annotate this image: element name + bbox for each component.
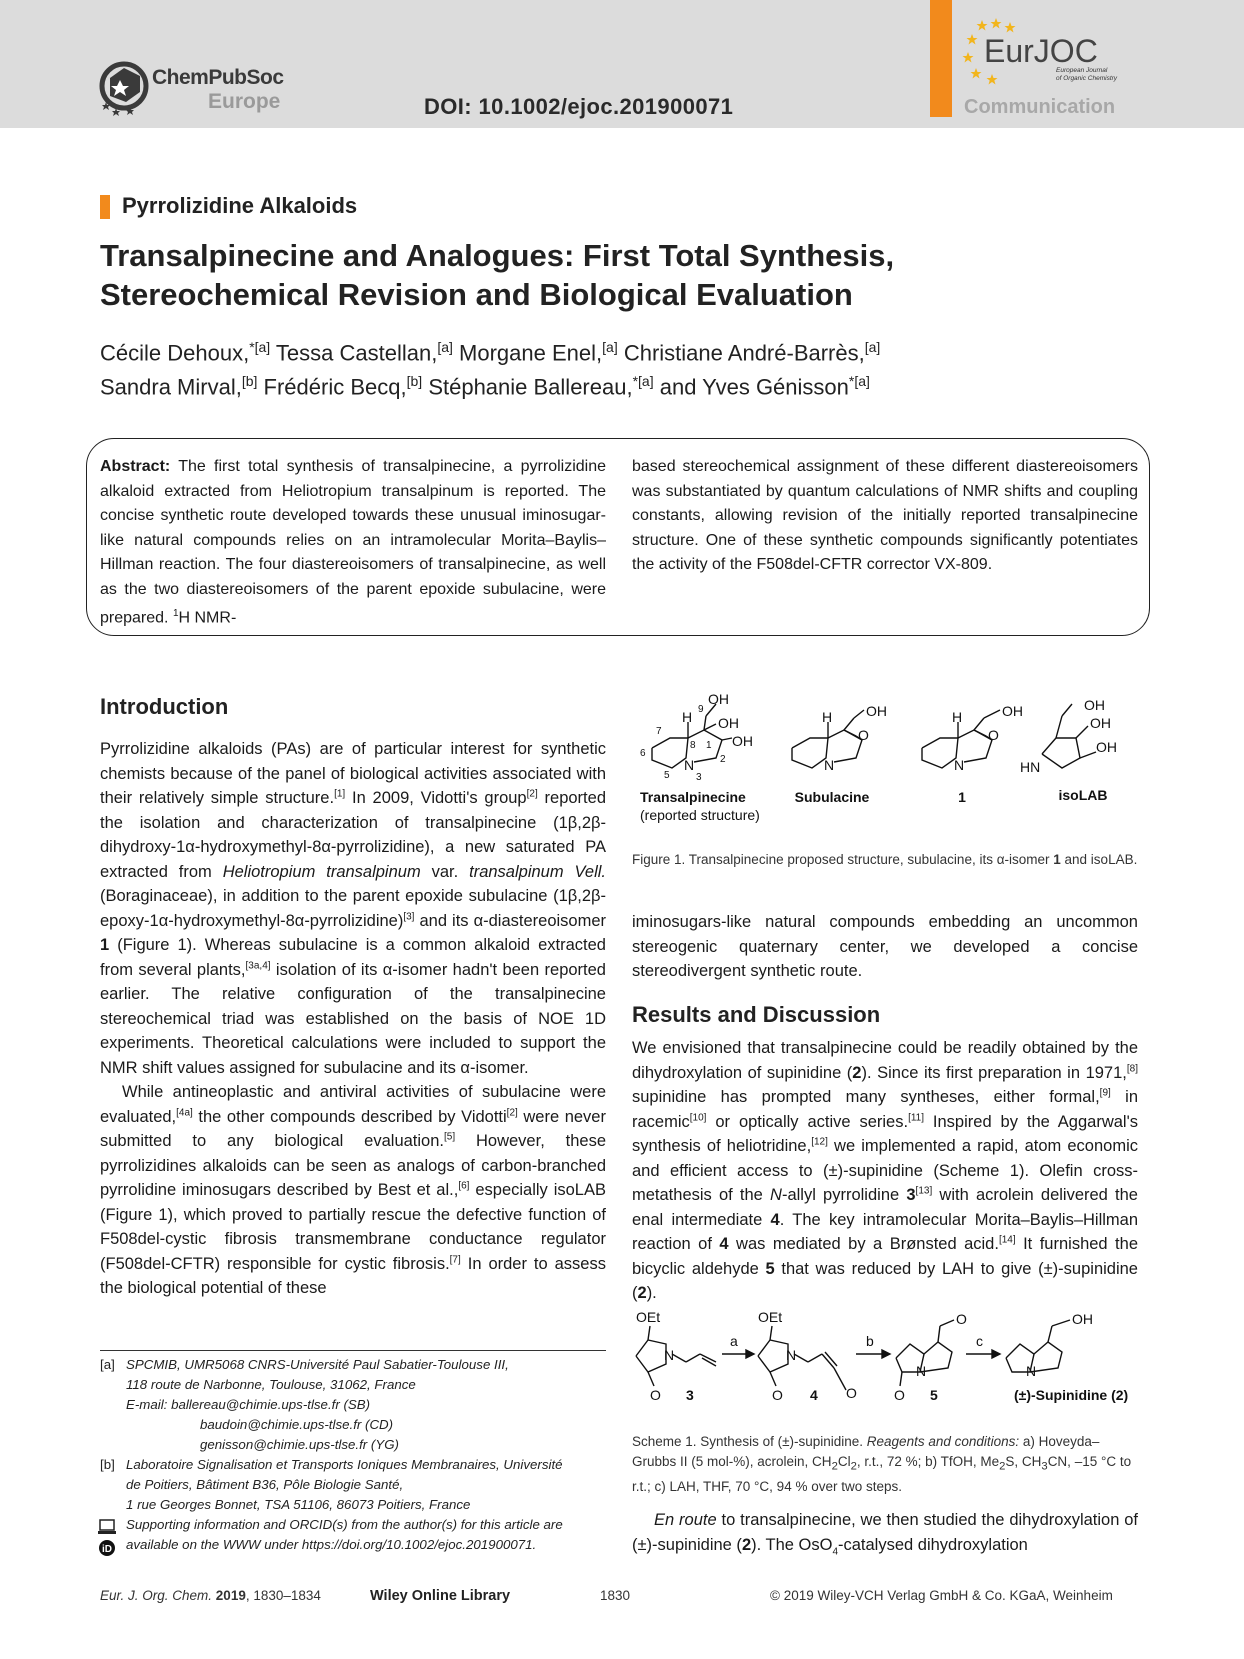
supporting-info: Supporting information and ORCID(s) from the author(s) for this article are available on the WWW under https://doi.org/10.1002/ejoc.201900071. <box>126 1517 563 1552</box>
scheme-1-synthesis <box>630 1306 1140 1418</box>
figure-1-structures <box>632 690 1142 830</box>
svg-text:OH: OH <box>718 715 739 731</box>
svg-text:OH: OH <box>1084 697 1105 713</box>
article-title: Transalpinecine and Analogues: First Total Synthesis, Stereochemical Revision and Biological Evaluation <box>100 238 895 312</box>
svg-text:O: O <box>858 727 869 743</box>
svg-text:N: N <box>1026 1363 1037 1379</box>
svg-text:H: H <box>682 709 693 725</box>
svg-text:OH: OH <box>732 733 753 749</box>
svg-text:O: O <box>956 1311 967 1327</box>
svg-text:c: c <box>976 1333 983 1349</box>
abstract-left: Abstract: The first total synthesis of transalpinecine, a pyrrolizidine alkaloid extracted from Heliotropium transalpinum is reported. The concise synthetic route developed towards these unusual iminosugar-like natural compounds relies on an intramolecular Morita–Baylis–Hillman reaction. The four diastereoisomers of transalpinecine, as well as the two diastereoisomers of the parent epoxide subulacine, were prepared. $^1$H NMR- <box>100 458 607 627</box>
results-heading: Results and Discussion <box>632 1002 881 1027</box>
footer-library: Wiley Online Library <box>370 1588 511 1604</box>
section-tag: Pyrrolizidine Alkaloids <box>100 193 357 219</box>
footer-citation: Eur. J. Org. Chem. 2019, 1830–1834 <box>100 1588 321 1603</box>
svg-text:N: N <box>684 757 695 773</box>
svg-text:(±)-Supinidine (2): (±)-Supinidine (2) <box>1014 1387 1129 1403</box>
intro-heading: Introduction <box>100 694 229 719</box>
article-type: Communication <box>964 96 1116 118</box>
svg-text:Transalpinecine: Transalpinecine <box>640 789 746 805</box>
svg-text:1: 1 <box>958 789 966 805</box>
svg-text:OH: OH <box>708 691 729 707</box>
svg-text:O: O <box>650 1387 661 1403</box>
svg-text:OH: OH <box>866 703 887 719</box>
right-continued-text: iminosugars-like natural compounds embedding an uncommon stereogenic quaternary center, we developed a concise stereodivergent synthetic route. <box>632 913 1138 980</box>
footer-copyright: © 2019 Wiley-VCH Verlag GmbH & Co. KGaA, Weinheim <box>770 1588 1113 1603</box>
svg-text:5: 5 <box>664 770 670 781</box>
svg-text:N: N <box>954 757 965 773</box>
svg-text:H: H <box>822 709 833 725</box>
author-list: Cécile Dehoux,$^{*[a]}$ Tessa Castellan,[a] Morgane Enel,[a] Christiane André-Barrès,[a] Sandra Mirval,[b] Frédéric Becq,[b] Stéphanie Ballereau,$^{*[a]}$ and Yves Génisson$^{*[a]}$ <box>100 339 881 400</box>
svg-text:H: H <box>952 709 963 725</box>
svg-text:O: O <box>988 727 999 743</box>
scheme-1-caption: Scheme 1. Synthesis of (±)-supinidine. Reagents and conditions: a) Hoveyda–Grubbs II (5 mol-%), acrolein, $CH_2Cl_2$, r.t., 72 %; b) TfOH, $Me_2S$, $CH_3CN$, –15 °C to r.t.; c) LAH, THF, 70 °C, 94 % over two steps. <box>632 1434 1132 1494</box>
intro-body <box>100 737 606 1301</box>
svg-text:2: 2 <box>720 754 726 765</box>
svg-text:b: b <box>866 1333 874 1349</box>
abstract-right: based stereochemical assignment of these different diastereoisomers was substantiated by quantum calculations of NMR shifts and coupling constants, allowing revision of the initially reported transalpinecine structure. One of these synthetic compounds significantly potentiates the activity of the F508del-CFTR corrector VX-809. <box>632 458 1138 573</box>
svg-text:HN: HN <box>1020 759 1041 775</box>
svg-text:N: N <box>664 1347 675 1363</box>
affiliations <box>100 1355 610 1555</box>
chempubsoc-logo-icon <box>96 58 156 118</box>
svg-text:4: 4 <box>810 1387 818 1403</box>
svg-text:OEt: OEt <box>636 1309 661 1325</box>
svg-text:9: 9 <box>698 704 704 715</box>
accent-bar <box>930 0 952 117</box>
svg-text:isoLAB: isoLAB <box>1058 787 1108 803</box>
eurjoc-logo <box>962 14 1132 94</box>
page-number: 1830 <box>600 1588 631 1603</box>
affiliation-b: [b] Laboratoire Signalisation et Transports Ioniques Membranaires, Université de Poitiers, Bâtiment B36, Pôle Biologie Santé, 1 rue Georges Bonnet, TSA 51106, 86073 Poitiers, France <box>100 1457 563 1512</box>
figure-1-caption: Figure 1. Transalpinecine proposed structure, subulacine, its α-isomer 1 and isoLAB. <box>632 852 1138 867</box>
svg-text:N: N <box>824 757 835 773</box>
svg-text:N: N <box>786 1347 797 1363</box>
publisher-sub: Europe <box>208 90 281 113</box>
svg-text:N: N <box>916 1363 927 1379</box>
svg-text:8: 8 <box>690 740 696 751</box>
svg-text:iD: iD <box>102 1544 112 1555</box>
svg-text:6: 6 <box>640 748 646 759</box>
results-continued: En route to transalpinecine, we then studied the dihydroxylation of (±)-supinidine (2). The OsO$_4$-catalysed dihydroxylation <box>632 1511 1139 1557</box>
svg-text:OH: OH <box>1072 1311 1093 1327</box>
svg-text:O: O <box>846 1385 857 1401</box>
footnote-rule <box>100 1350 606 1351</box>
doi-label: DOI: 10.1002/ejoc.201900071 <box>424 94 734 119</box>
svg-text:3: 3 <box>686 1387 694 1403</box>
svg-text:3: 3 <box>696 772 702 783</box>
svg-text:OEt: OEt <box>758 1309 783 1325</box>
svg-text:a: a <box>730 1333 738 1349</box>
svg-text:Subulacine: Subulacine <box>794 789 870 805</box>
results-body: We envisioned that transalpinecine could be readily obtained by the dihydroxylation of supinidine (2). Since its first preparation in 1971,[8] supinidine has prompted many syntheses, either formal,[9] in racemic[10] or optically active series.[11] Inspired by the Aggarwal's synthesis of heliotridine,[12] we implemented a rapid, atom economic and efficient access to (±)-supinidine (Scheme 1). Olefin cross-metathesis of the N-allyl pyrrolidine 3[13] with acrolein delivered the enal intermediate 4. The key intramolecular Morita–Baylis–Hillman reaction of 4 was mediated by a Brønsted acid.[14] It furnished the bicyclic aldehyde 5 that was reduced by LAH to give (±)-supinidine (2). <box>632 1039 1139 1302</box>
svg-text:5: 5 <box>930 1387 938 1403</box>
svg-text:of Organic Chemistry: of Organic Chemistry <box>1056 75 1118 82</box>
svg-text:1: 1 <box>706 740 712 751</box>
affiliation-a: [a] SPCMIB, UMR5068 CNRS-Université Paul Sabatier-Toulouse III, 118 route de Narbonne, Toulouse, 31062, France E-mail: ballereau@chimie.ups-tlse.fr (SB) baudoin@chimie.ups-tlse.fr (CD) genisson@chimie.ups-tlse.fr (YG) <box>100 1357 509 1452</box>
publisher-name: ChemPubSoc <box>152 66 284 89</box>
intro-paragraph-1: Pyrrolizidine alkaloids (PAs) are of particular interest for synthetic chemists because of the panel of biological activities associated with their relatively simple structure.[1] In 2009, Vidotti's group[2] reported the isolation and characterization of transalpinecine (1β,2β-dihydroxy-1α-hydroxymethyl-8α-pyrrolizidine), a new saturated PA extracted from Heliotropium transalpinum var. transalpinum Vell. (Boraginaceae), in addition to the parent epoxide subulacine (1β,2β-epoxy-1α-hydroxymethyl-8α-pyrrolizidine)[3] and its α-diastereoisomer 1 (Figure 1). Whereas subulacine is a common alkaloid extracted from several plants,[3a,4] isolation of its α-isomer hadn't been reported earlier. The relative configuration of the transalpinecine stereochemical triad was established on the basis of NOE 1D experiments. Theoretical calculations were included to support the NMR shift values assigned for subulacine and its α-isomer. <box>100 740 606 1077</box>
svg-text:O: O <box>772 1387 783 1403</box>
intro-paragraph-2: While antineoplastic and antiviral activities of subulacine were evaluated,[4a] the other compounds described by Vidotti[2] were never submitted to any biological evaluation.[5] However, these pyrrolizidines alkaloids can be seen as analogs of carbon-branched pyrrolidine iminosugars described by Best et al.,[6] especially isoLAB (Figure 1), which proved to partially rescue the defective function of F508del-cystic fibrosis transmembrane conductance regulator (F508del-CFTR) responsible for cystic fibrosis.[7] In order to assess the biological potential of these <box>100 1083 607 1297</box>
svg-text:OH: OH <box>1090 715 1111 731</box>
svg-text:OH: OH <box>1096 739 1117 755</box>
svg-text:European Journal: European Journal <box>1056 67 1108 74</box>
logo-eur: EurJOC <box>984 33 1098 69</box>
svg-text:O: O <box>894 1387 905 1403</box>
svg-text:OH: OH <box>1002 703 1023 719</box>
svg-text:(reported structure): (reported structure) <box>640 807 760 823</box>
svg-text:7: 7 <box>656 726 662 737</box>
supporting-info-icon <box>98 1518 116 1558</box>
